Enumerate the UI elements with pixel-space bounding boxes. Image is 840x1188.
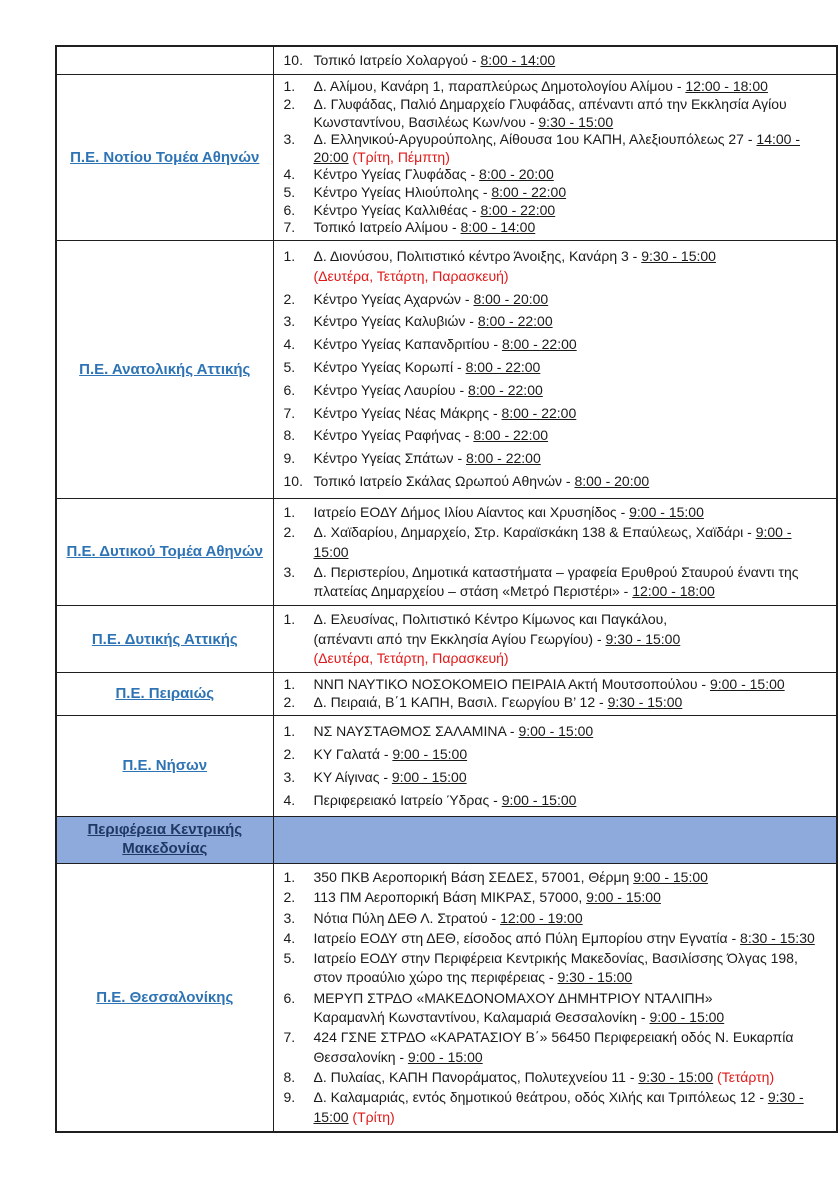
item-number: 10. [283, 52, 303, 68]
item-number: 1. [283, 78, 296, 95]
schedule-item [280, 426, 829, 445]
schedule-item [280, 523, 829, 562]
item-number: 3. [283, 768, 296, 785]
item-number: 5. [283, 184, 296, 201]
item-text [314, 523, 829, 562]
locations-cell [273, 46, 837, 75]
region-cell [56, 673, 273, 715]
hours-text: 9:00 - 15:00 [709, 676, 785, 693]
item-number: 4. [283, 336, 296, 353]
item-number: 6. [283, 381, 296, 398]
hours-text: 9:30 - 15:00 [607, 694, 683, 710]
locations-cell [273, 498, 837, 606]
location-text: ΚΥ Γαλατά - [313, 745, 393, 762]
location-text: Δ. Χαϊδαρίου, Δημαρχείο, Στρ. Καραϊσκάκη 138 & Επαύλεως, Χαϊδάρι - [313, 524, 756, 541]
item-number: 2. [283, 694, 296, 710]
hours-text: 12:00 - 18:00 [632, 583, 715, 600]
days-note: (Δευτέρα, Τετάρτη, Παρασκευή) [313, 267, 509, 284]
region-cell [56, 75, 273, 241]
region-link[interactable]: Π.Ε. Νοτίου Τομέα Αθηνών [70, 148, 260, 166]
item-number: 3. [283, 563, 296, 580]
table-row [56, 673, 837, 715]
schedule-item [280, 449, 829, 468]
item-text [314, 888, 829, 907]
item-number: 3. [283, 131, 296, 148]
schedule-item [280, 335, 829, 354]
location-text: Δ. Πειραιά, Β΄1 ΚΑΠΗ, Βασιλ. Γεωργίου Β’ 12 - [313, 694, 608, 710]
schedule-item [280, 96, 829, 131]
item-number: 10. [283, 473, 303, 490]
locations-cell [273, 715, 837, 817]
item-number: 6. [283, 201, 296, 218]
item-number: 2. [283, 290, 296, 307]
hours-text: 9:00 - 15:00 [407, 1048, 483, 1065]
location-text: ΝΝΠ ΝΑΥΤΙΚΟ ΝΟΣΟΚΟΜΕΙΟ ΠΕΙΡΑΙΑ Ακτή Μουτσοπούλου - [313, 676, 710, 693]
item-text [314, 404, 829, 423]
hours-text: 9:30 - 15:00 [641, 248, 716, 265]
location-text: Δ. Καλαμαριάς, εντός δημοτικού θεάτρου, οδός Χιλής και Τριπόλεως 12 - [313, 1089, 768, 1106]
item-text [314, 768, 829, 787]
item-text [314, 426, 829, 445]
hours-text: 9:00 - 15:00 [391, 768, 467, 785]
schedule-item [280, 868, 829, 887]
item-text [314, 676, 829, 694]
item-number: 5. [283, 359, 296, 375]
hours-text: 8:00 - 20:00 [574, 473, 650, 490]
hours-text: 9:00 - 15:00 [501, 791, 577, 808]
location-text: Δ. Πυλαίας, ΚΑΠΗ Πανοράματος, Πολυτεχνείου 11 - [313, 1069, 639, 1085]
schedule-item [280, 1068, 829, 1087]
region-cell [56, 715, 273, 817]
table-row [56, 240, 837, 498]
region-cell [56, 240, 273, 498]
schedule-item [280, 202, 829, 220]
hours-text: 8:30 - 15:30 [740, 929, 815, 946]
schedule-item [280, 78, 829, 96]
schedule-table-body [56, 46, 837, 1132]
item-text [314, 166, 829, 184]
region-cell [56, 863, 273, 1132]
item-text [314, 610, 829, 668]
item-text [314, 312, 829, 331]
location-text: Κέντρο Υγείας Σπάτων - [313, 450, 466, 467]
location-text: Νότια Πύλη ΔΕΘ Λ. Στρατού - [313, 909, 501, 926]
hours-text: 12:00 - 18:00 [685, 78, 768, 95]
item-number: 1. [283, 676, 296, 693]
hours-text: 9:30 - 15:00 [605, 630, 681, 647]
schedule-item [280, 184, 829, 202]
hours-text: 8:00 - 20:00 [479, 166, 554, 183]
locations-cell [273, 863, 837, 1132]
schedule-item [280, 791, 829, 810]
location-text: Περιφερειακό Ιατρείο Ύδρας - [313, 791, 502, 808]
schedule-item [280, 949, 829, 988]
hours-text: 8:00 - 22:00 [491, 184, 567, 201]
schedule-item [280, 1088, 829, 1127]
section-header-label: Περιφέρεια Κεντρικής Μακεδονίας [87, 821, 243, 858]
item-text [314, 131, 829, 166]
location-text: Κέντρο Υγείας Κορωπί - [313, 359, 466, 375]
item-number: 2. [283, 524, 296, 541]
hours-text: 8:00 - 22:00 [501, 336, 577, 353]
item-text [314, 96, 829, 131]
schedule-item [280, 694, 829, 712]
schedule-item [280, 166, 829, 184]
item-number: 4. [283, 166, 296, 183]
item-number: 3. [283, 909, 296, 926]
table-row [56, 498, 837, 606]
locations-cell [273, 817, 837, 864]
hours-text: 9:00 - 15:00 [633, 868, 708, 885]
item-number: 2. [283, 95, 296, 112]
item-text [314, 202, 829, 220]
days-note: (Τρίτη, Πέμπτη) [348, 148, 450, 165]
item-text [314, 949, 829, 988]
item-text [314, 381, 829, 400]
location-text: (απέναντι από την Εκκλησία Αγίου Γεωργίου) - [313, 630, 606, 647]
item-text [314, 1088, 829, 1127]
location-text: Κέντρο Υγείας Καλυβιών - [313, 313, 478, 330]
hours-text: 9:00 - 15:00 [518, 723, 594, 740]
location-text: ΝΣ ΝΑΥΣΤΑΘΜΟΣ ΣΑΛΑΜΙΝΑ - [313, 723, 519, 740]
location-text: 350 ΠΚΒ Αεροπορική Βάση ΣΕΔΕΣ, 57001, Θέρμη [313, 868, 634, 885]
location-text: Κέντρο Υγείας Καπανδριτίου - [313, 336, 502, 353]
item-number: 7. [283, 1029, 296, 1046]
locations-cell [273, 606, 837, 673]
hours-text: 8:00 - 22:00 [465, 359, 541, 375]
item-number: 6. [283, 989, 296, 1006]
item-text [314, 989, 829, 1028]
item-number: 9. [283, 1089, 296, 1106]
item-number: 8. [283, 427, 296, 444]
location-text: Δ. Περιστερίου, Δημοτικά καταστήματα – γραφεία Ερυθρού Σταυρού έναντι της πλατείας Δημαρχείου – στάση «Μετρό Περιστέρι» - [313, 563, 799, 600]
schedule-item [280, 131, 829, 166]
hours-text: 9:30 - 15:00 [557, 969, 633, 986]
locations-cell [273, 673, 837, 715]
hours-text: 8:00 - 22:00 [477, 313, 553, 330]
hours-text: 8:00 - 14:00 [480, 52, 556, 68]
region-cell [56, 606, 273, 673]
schedule-item [280, 909, 829, 928]
locations-cell [273, 240, 837, 498]
item-text [314, 247, 829, 286]
schedule-item [280, 888, 829, 907]
schedule-item [280, 404, 829, 423]
hours-text: 9:30 - 15:00 [538, 113, 614, 130]
region-link[interactable]: Π.Ε. Ανατολικής Αττικής [79, 360, 251, 378]
region-cell [56, 46, 273, 75]
schedule-item [280, 989, 829, 1028]
table-row [56, 817, 837, 864]
schedule-item [280, 247, 829, 286]
schedule-item [280, 563, 829, 602]
schedule-item [280, 929, 829, 948]
item-number: 8. [283, 1069, 296, 1085]
item-text [314, 78, 829, 96]
schedule-item [280, 722, 829, 741]
location-text: Τοπικό Ιατρείο Σκάλας Ωρωπού Αθηνών - [313, 473, 575, 490]
location-text: Κέντρο Υγείας Αχαρνών - [313, 290, 474, 307]
schedule-item [280, 610, 829, 668]
schedule-item [280, 219, 829, 237]
hours-text: 14:00 - 20:00 [313, 131, 801, 165]
location-text: Κέντρο Υγείας Λαυρίου - [313, 381, 469, 398]
hours-text: 8:00 - 22:00 [501, 404, 577, 421]
item-text [314, 503, 829, 522]
days-note: (Τρίτη) [348, 1108, 395, 1125]
region-link[interactable]: Π.Ε. Πειραιώς [115, 685, 215, 703]
item-text [314, 868, 829, 887]
hours-text: 9:30 - 15:00 [638, 1069, 714, 1085]
schedule-item [280, 472, 829, 491]
item-text [314, 335, 829, 354]
item-text [314, 184, 829, 202]
hours-text: 8:00 - 22:00 [466, 450, 541, 467]
schedule-item [280, 745, 829, 764]
item-number: 4. [283, 929, 296, 946]
hours-text: 9:00 - 15:00 [392, 745, 468, 762]
item-number: 1. [283, 723, 296, 740]
item-text [314, 929, 829, 948]
item-text [314, 563, 829, 602]
location-text: Δ. Ελευσίνας, Πολιτιστικό Κέντρο Κίμωνος και Παγκάλου, [313, 611, 668, 628]
item-number: 7. [283, 219, 296, 236]
item-number: 4. [283, 791, 296, 808]
schedule-table-container [55, 45, 838, 1133]
item-text [314, 1028, 829, 1067]
item-number: 2. [283, 745, 296, 762]
region-link[interactable]: Π.Ε. Θεσσαλονίκης [96, 988, 234, 1006]
table-row [56, 75, 837, 241]
region-link[interactable]: Π.Ε. Δυτικού Τομέα Αθηνών [66, 543, 264, 561]
item-text [314, 694, 829, 712]
item-text [314, 791, 829, 810]
schedule-item [280, 381, 829, 400]
item-text [314, 219, 829, 237]
location-text: Κέντρο Υγείας Ηλιούπολης - [313, 184, 492, 201]
item-text [314, 51, 829, 70]
location-text: Τοπικό Ιατρείο Χολαργού - [313, 52, 481, 68]
location-text: ΚΥ Αίγινας - [313, 768, 392, 785]
hours-text: 9:00 - 15:00 [313, 524, 792, 560]
item-number: 7. [283, 404, 296, 421]
days-note: (Δευτέρα, Τετάρτη, Παρασκευή) [313, 650, 509, 667]
hours-text: 8:00 - 14:00 [460, 219, 536, 236]
location-text: Δ. Διονύσου, Πολιτιστικό κέντρο Άνοιξης, Κανάρη 3 - [313, 248, 642, 265]
locations-cell [273, 75, 837, 241]
hours-text: 8:00 - 22:00 [473, 427, 549, 444]
location-text: 424 ΓΣΝΕ ΣΤΡΔΟ «ΚΑΡΑΤΑΣΙΟΥ Β΄» 56450 Περιφερειακή οδός Ν. Ευκαρπία Θεσσαλονίκη - [313, 1029, 794, 1065]
table-row [56, 715, 837, 817]
days-note: (Τετάρτη) [713, 1069, 775, 1085]
hours-text: 12:00 - 19:00 [500, 909, 583, 926]
item-number: 1. [283, 611, 296, 628]
location-text: Κέντρο Υγείας Νέας Μάκρης - [313, 404, 502, 421]
location-text: Κέντρο Υγείας Γλυφάδας - [313, 166, 480, 183]
hours-text: 9:30 - 15:00 [313, 1089, 804, 1125]
item-text [314, 472, 829, 491]
hours-text: 8:00 - 22:00 [480, 201, 556, 218]
table-row [56, 606, 837, 673]
schedule-item [280, 358, 829, 377]
item-text [314, 1068, 829, 1087]
location-text: Δ. Ελληνικού-Αργυρούπολης, Αίθουσα 1ου ΚΑΠΗ, Αλεξιουπόλεως 27 - [313, 131, 757, 148]
region-link[interactable]: Π.Ε. Δυτικής Αττικής [91, 630, 238, 648]
location-text: Τοπικό Ιατρείο Αλίμου - [313, 219, 461, 236]
hours-text: 8:00 - 22:00 [468, 381, 543, 398]
table-row [56, 863, 837, 1132]
location-text: 113 ΠΜ Αεροπορική Βάση ΜΙΚΡΑΣ, 57000, [313, 889, 587, 906]
item-number: 5. [283, 950, 296, 967]
item-number: 1. [283, 868, 296, 885]
item-text [314, 449, 829, 468]
location-text: Κέντρο Υγείας Ραφήνας - [313, 427, 474, 444]
location-text: Ιατρείο ΕΟΔΥ Δήμος Ιλίου Αίαντος και Χρυσηίδος - [313, 503, 630, 520]
schedule-item [280, 1028, 829, 1067]
schedule-item [280, 676, 829, 694]
schedule-item [280, 290, 829, 309]
hours-text: 9:00 - 15:00 [629, 503, 704, 520]
schedule-item [280, 312, 829, 331]
item-text [314, 909, 829, 928]
schedule-item [280, 768, 829, 787]
hours-text: 9:00 - 15:00 [586, 889, 661, 906]
section-header-cell [56, 817, 273, 864]
table-row [56, 46, 837, 75]
location-text: Ιατρείο ΕΟΔΥ στη ΔΕΘ, είσοδος από Πύλη Εμπορίου στην Εγνατία - [313, 929, 741, 946]
item-number: 3. [283, 313, 296, 330]
location-text: Κέντρο Υγείας Καλλιθέας - [313, 201, 481, 218]
region-link[interactable]: Π.Ε. Νήσων [122, 757, 208, 775]
hours-text: 9:00 - 15:00 [649, 1009, 725, 1026]
region-cell [56, 498, 273, 606]
item-number: 1. [283, 248, 296, 265]
item-text [314, 290, 829, 309]
schedule-item [280, 503, 829, 522]
location-text: ΜΕΡΥΠ ΣΤΡΔΟ «ΜΑΚΕΔΟΝΟΜΑΧΟΥ ΔΗΜΗΤΡΙΟΥ ΝΤΑΛΙΠΗ» [313, 989, 713, 1006]
location-text: Δ. Γλυφάδας, Παλιό Δημαρχείο Γλυφάδας, απέναντι από την Εκκλησία Αγίου Κωνσταντίνου, Βασιλέως Κων/νου - [313, 95, 787, 130]
location-text: Καραμανλή Κωνσταντίνου, Καλαμαριά Θεσσαλονίκη - [313, 1009, 650, 1026]
item-text [314, 745, 829, 764]
item-number: 2. [283, 889, 296, 906]
item-number: 9. [283, 450, 296, 467]
schedule-table [55, 45, 838, 1133]
location-text: Δ. Αλίμου, Κανάρη 1, παραπλεύρως Δημοτολογίου Αλίμου - [313, 78, 686, 95]
location-text: Ιατρείο ΕΟΔΥ στην Περιφέρεια Κεντρικής Μακεδονίας, Βασιλίσσης Όλγας 198, στον προαύλιο χώρο της περιφέρειας - [313, 950, 798, 986]
item-text [314, 722, 829, 741]
item-number: 1. [283, 503, 296, 520]
item-text [314, 358, 829, 377]
hours-text: 8:00 - 20:00 [473, 290, 549, 307]
schedule-item [280, 51, 829, 70]
